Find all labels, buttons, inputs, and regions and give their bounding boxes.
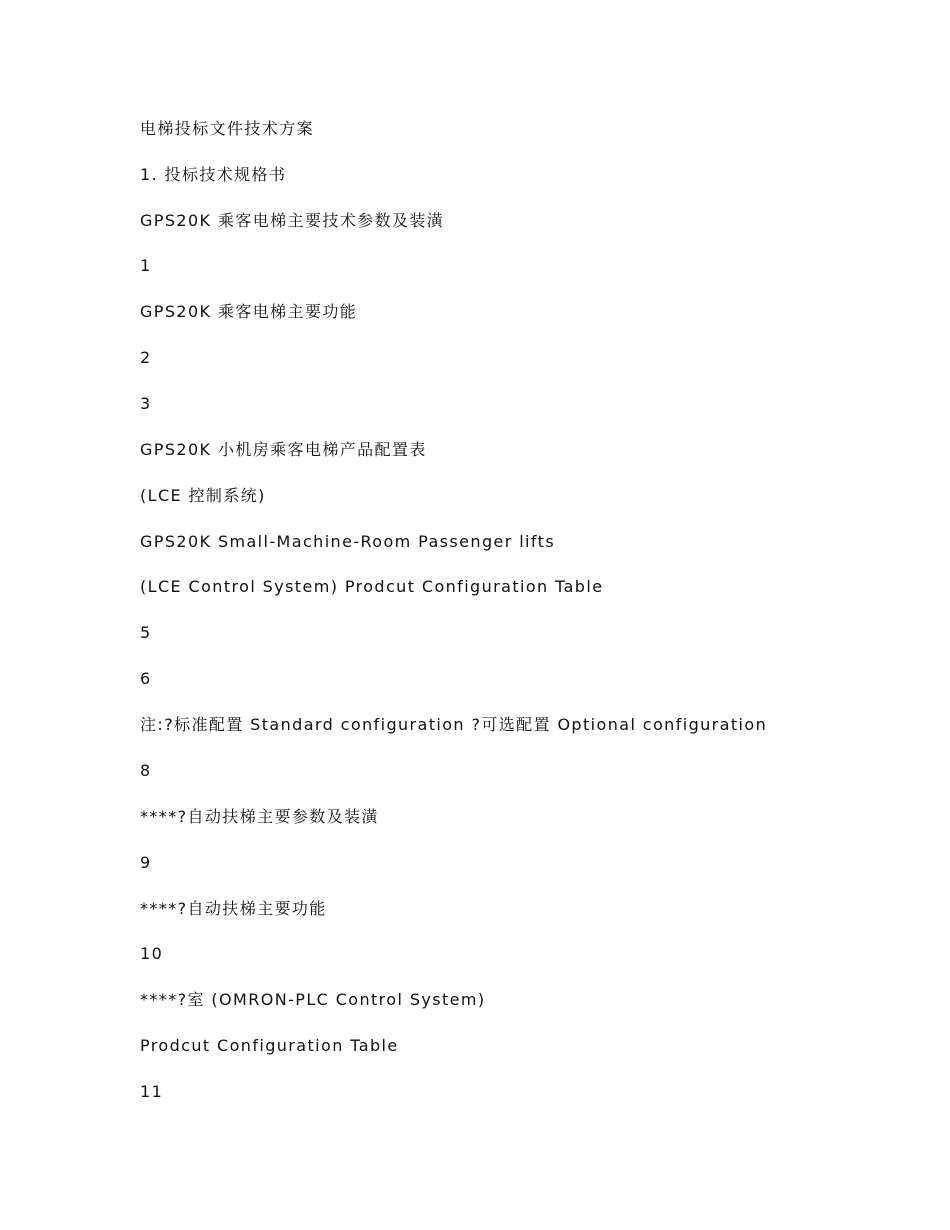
document-title: 电梯投标文件技术方案 (140, 119, 315, 138)
page-number-line: 10 (140, 944, 164, 963)
text-line: (LCE Control System) Prodcut Configuration Table (140, 577, 604, 596)
page-number-line: 2 (140, 348, 152, 367)
text-line: ****?自动扶梯主要功能 (140, 899, 327, 918)
text-line: GPS20K 小机房乘客电梯产品配置表 (140, 440, 427, 459)
text-line: Prodcut Configuration Table (140, 1036, 399, 1055)
page-number-line: 11 (140, 1082, 164, 1101)
page-number-line: 3 (140, 394, 152, 413)
page-number-line: 9 (140, 853, 152, 872)
text-line: ****?自动扶梯主要参数及装潢 (140, 807, 379, 826)
page-number-line: 1 (140, 256, 152, 275)
text-line: GPS20K 乘客电梯主要功能 (140, 302, 358, 321)
text-line: (LCE 控制系统) (140, 486, 266, 505)
page-number-line: 5 (140, 623, 152, 642)
page-number-line: 8 (140, 761, 152, 780)
section-heading: 1. 投标技术规格书 (140, 165, 287, 184)
text-line: GPS20K Small-Machine-Room Passenger lifts (140, 532, 556, 551)
text-line: ****?室 (OMRON-PLC Control System) (140, 990, 486, 1009)
text-line: GPS20K 乘客电梯主要技术参数及装潢 (140, 211, 445, 230)
note-line: 注:?标准配置 Standard configuration ?可选配置 Optional configuration (140, 715, 768, 734)
page-number-line: 6 (140, 669, 152, 688)
